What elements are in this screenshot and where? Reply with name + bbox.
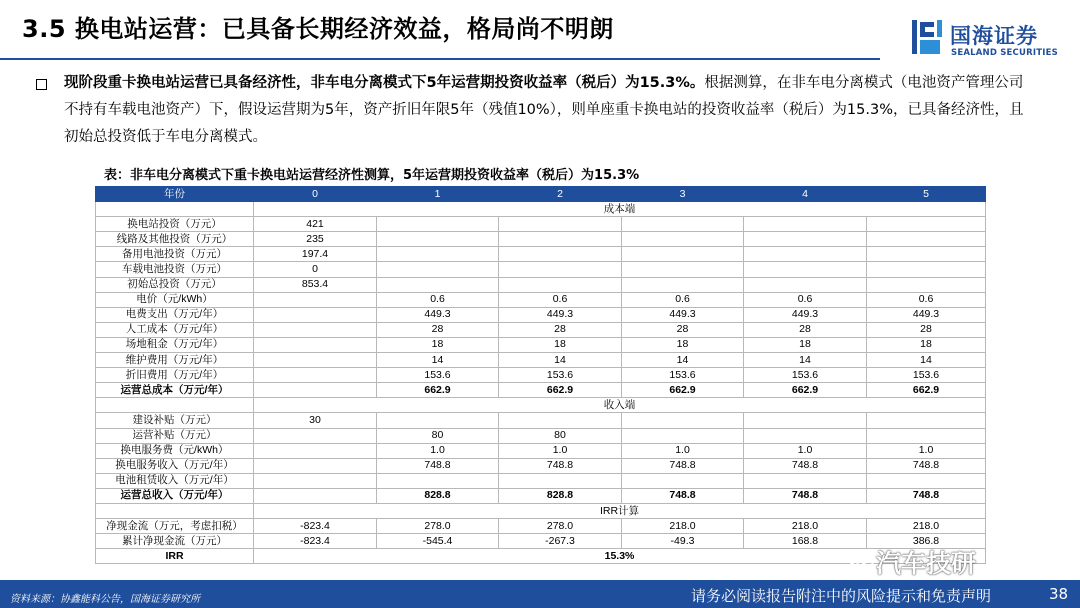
value-cell: 30 — [254, 413, 377, 428]
source-note: 资料来源：协鑫能科公告，国海证券研究所 — [10, 594, 200, 605]
table-row — [96, 473, 986, 488]
value-cell — [254, 458, 377, 473]
row-label: 换电服务收入（万元/年） — [96, 458, 254, 473]
value-cell — [867, 413, 986, 428]
value-cell — [254, 322, 377, 337]
value-cell: 0.6 — [867, 292, 986, 307]
value-cell — [867, 262, 986, 277]
table-row — [96, 368, 986, 383]
table-header-row — [96, 187, 986, 202]
value-cell — [377, 247, 499, 262]
row-label: 累计净现金流（万元） — [96, 534, 254, 549]
row-label: 电池租赁收入（万元/年） — [96, 473, 254, 488]
value-cell — [254, 473, 377, 488]
value-cell: 14 — [867, 353, 986, 368]
header-cell: 1 — [377, 187, 499, 202]
value-cell: 0.6 — [744, 292, 867, 307]
value-cell — [622, 232, 744, 247]
table-row — [96, 353, 986, 368]
value-cell: 748.8 — [499, 458, 622, 473]
section-spacer — [96, 398, 254, 413]
value-cell: 748.8 — [744, 458, 867, 473]
value-cell: 662.9 — [867, 383, 986, 398]
value-cell: 153.6 — [622, 368, 744, 383]
value-cell — [867, 473, 986, 488]
value-cell: 28 — [744, 322, 867, 337]
section-title: IRR计算 — [254, 503, 986, 518]
value-cell — [744, 428, 867, 443]
value-cell — [744, 217, 867, 232]
body-paragraph — [64, 70, 1024, 151]
value-cell: -545.4 — [377, 534, 499, 549]
page-title: 3.5 换电站运营：已具备长期经济效益，格局尚不明朗 — [22, 15, 614, 43]
row-label: 电价（元/kWh） — [96, 292, 254, 307]
value-cell — [254, 337, 377, 352]
value-cell — [622, 277, 744, 292]
value-cell: 662.9 — [499, 383, 622, 398]
value-cell: 828.8 — [377, 488, 499, 503]
watermark-text: 汽车技研 — [876, 549, 977, 578]
value-cell: 218.0 — [867, 519, 986, 534]
value-cell — [254, 428, 377, 443]
value-cell: 748.8 — [377, 458, 499, 473]
value-cell: 748.8 — [867, 488, 986, 503]
section-row — [96, 202, 986, 217]
section-spacer — [96, 202, 254, 217]
value-cell — [499, 247, 622, 262]
table-row — [96, 322, 986, 337]
value-cell: 18 — [622, 337, 744, 352]
value-cell: -823.4 — [254, 534, 377, 549]
value-cell: 153.6 — [499, 368, 622, 383]
value-cell: 662.9 — [377, 383, 499, 398]
row-label: 电费支出（万元/年） — [96, 307, 254, 322]
table-row — [96, 428, 986, 443]
value-cell — [867, 247, 986, 262]
header-cell: 4 — [744, 187, 867, 202]
value-cell — [499, 473, 622, 488]
value-cell: 0.6 — [499, 292, 622, 307]
section-row — [96, 398, 986, 413]
table-row — [96, 232, 986, 247]
value-cell — [744, 232, 867, 247]
value-cell: 386.8 — [867, 534, 986, 549]
value-cell: 1.0 — [499, 443, 622, 458]
bullet-square-icon — [36, 79, 47, 90]
value-cell — [254, 488, 377, 503]
value-cell: 449.3 — [867, 307, 986, 322]
table-row — [96, 413, 986, 428]
value-cell: -49.3 — [622, 534, 744, 549]
value-cell: 153.6 — [744, 368, 867, 383]
value-cell: 0 — [254, 262, 377, 277]
table-caption: 表：非车电分离模式下重卡换电站运营经济性测算，5年运营期投资收益率（税后）为15.3% — [104, 168, 640, 183]
logo-english-name: SEALAND SECURITIES — [951, 48, 1058, 58]
value-cell: 748.8 — [622, 458, 744, 473]
row-label: 建设补贴（万元） — [96, 413, 254, 428]
value-cell: 278.0 — [377, 519, 499, 534]
value-cell — [254, 307, 377, 322]
value-cell: 449.3 — [744, 307, 867, 322]
value-cell: 662.9 — [622, 383, 744, 398]
value-cell: 80 — [499, 428, 622, 443]
row-label: 折旧费用（万元/年） — [96, 368, 254, 383]
value-cell — [622, 217, 744, 232]
irr-label: IRR — [96, 549, 254, 564]
value-cell: 449.3 — [622, 307, 744, 322]
value-cell: 18 — [499, 337, 622, 352]
value-cell — [377, 277, 499, 292]
value-cell — [622, 247, 744, 262]
row-label: 人工成本（万元/年） — [96, 322, 254, 337]
disclaimer-note: 请务必阅读报告附注中的风险提示和免责声明 — [691, 587, 992, 605]
row-label: 运营补贴（万元） — [96, 428, 254, 443]
table-row — [96, 217, 986, 232]
value-cell: 1.0 — [744, 443, 867, 458]
table-row — [96, 307, 986, 322]
value-cell — [377, 413, 499, 428]
value-cell — [744, 473, 867, 488]
value-cell: 28 — [622, 322, 744, 337]
value-cell: 278.0 — [499, 519, 622, 534]
value-cell — [377, 232, 499, 247]
value-cell — [499, 262, 622, 277]
table-row — [96, 519, 986, 534]
value-cell — [744, 277, 867, 292]
header-cell: 3 — [622, 187, 744, 202]
header-cell: 2 — [499, 187, 622, 202]
value-cell — [744, 247, 867, 262]
paragraph-bold-lead: 现阶段重卡换电站运营已具备经济性，非车电分离模式下5年运营期投资收益率（税后）为15.3%。 — [64, 75, 705, 91]
value-cell — [744, 262, 867, 277]
value-cell: 853.4 — [254, 277, 377, 292]
value-cell: 421 — [254, 217, 377, 232]
value-cell: 1.0 — [867, 443, 986, 458]
value-cell: 828.8 — [499, 488, 622, 503]
value-cell: 14 — [622, 353, 744, 368]
header-cell: 年份 — [96, 187, 254, 202]
header-cell: 5 — [867, 187, 986, 202]
row-label: 备用电池投资（万元） — [96, 247, 254, 262]
value-cell: 748.8 — [622, 488, 744, 503]
value-cell: 748.8 — [867, 458, 986, 473]
row-label: 换电站投资（万元） — [96, 217, 254, 232]
irr-value: 15.3% — [254, 549, 986, 564]
row-label: 场地租金（万元/年） — [96, 337, 254, 352]
row-label: 运营总收入（万元/年） — [96, 488, 254, 503]
value-cell: 1.0 — [377, 443, 499, 458]
value-cell: 748.8 — [744, 488, 867, 503]
value-cell — [254, 292, 377, 307]
wechat-watermark-icon — [848, 548, 874, 572]
table-row — [96, 337, 986, 352]
brand-logo — [910, 18, 1070, 62]
table-row — [96, 292, 986, 307]
value-cell: -823.4 — [254, 519, 377, 534]
table-row — [96, 383, 986, 398]
value-cell: 168.8 — [744, 534, 867, 549]
value-cell — [622, 473, 744, 488]
header-rule — [0, 58, 880, 60]
value-cell: 1.0 — [622, 443, 744, 458]
row-label: 运营总成本（万元/年） — [96, 383, 254, 398]
value-cell — [744, 413, 867, 428]
table-row — [96, 488, 986, 503]
value-cell: 14 — [377, 353, 499, 368]
value-cell: 449.3 — [499, 307, 622, 322]
value-cell: 662.9 — [744, 383, 867, 398]
page-number: 38 — [1049, 585, 1069, 603]
value-cell — [377, 473, 499, 488]
row-label: 车载电池投资（万元） — [96, 262, 254, 277]
value-cell — [622, 428, 744, 443]
section-row — [96, 503, 986, 518]
value-cell: -267.3 — [499, 534, 622, 549]
value-cell — [377, 217, 499, 232]
value-cell — [377, 262, 499, 277]
table-row — [96, 277, 986, 292]
value-cell: 14 — [744, 353, 867, 368]
value-cell: 28 — [377, 322, 499, 337]
value-cell: 197.4 — [254, 247, 377, 262]
value-cell: 80 — [377, 428, 499, 443]
table-row — [96, 458, 986, 473]
header-cell: 0 — [254, 187, 377, 202]
table-row — [96, 262, 986, 277]
row-label: 线路及其他投资（万元） — [96, 232, 254, 247]
row-label: 初始总投资（万元） — [96, 277, 254, 292]
row-label: 换电服务费（元/kWh） — [96, 443, 254, 458]
value-cell — [867, 277, 986, 292]
value-cell: 0.6 — [622, 292, 744, 307]
table-row — [96, 443, 986, 458]
value-cell — [254, 353, 377, 368]
row-label: 净现金流（万元，考虑扣税） — [96, 519, 254, 534]
paragraph-body-text: 根据测算，在非车电分离模式（电池资产管理公司不持有车载电池资产）下，假设运营期为5年，资产折旧年限5年（残值10%），则单座重卡换电站的投资收益率（税后）为15.3%，已具备经济性，且初始总投资低于车电分离模式。 — [64, 75, 1024, 145]
section-title: 收入端 — [254, 398, 986, 413]
value-cell: 28 — [867, 322, 986, 337]
value-cell — [867, 428, 986, 443]
value-cell — [499, 277, 622, 292]
value-cell — [867, 217, 986, 232]
value-cell: 18 — [744, 337, 867, 352]
value-cell: 218.0 — [622, 519, 744, 534]
value-cell — [622, 262, 744, 277]
value-cell — [499, 217, 622, 232]
value-cell — [254, 383, 377, 398]
table-row — [96, 534, 986, 549]
value-cell: 18 — [867, 337, 986, 352]
value-cell — [499, 232, 622, 247]
section-title: 成本端 — [254, 202, 986, 217]
value-cell: 449.3 — [377, 307, 499, 322]
value-cell: 218.0 — [744, 519, 867, 534]
value-cell — [254, 368, 377, 383]
value-cell — [622, 413, 744, 428]
value-cell: 153.6 — [377, 368, 499, 383]
value-cell — [867, 232, 986, 247]
economics-table — [95, 186, 986, 564]
section-spacer — [96, 503, 254, 518]
value-cell: 14 — [499, 353, 622, 368]
row-label: 维护费用（万元/年） — [96, 353, 254, 368]
value-cell: 28 — [499, 322, 622, 337]
value-cell — [254, 443, 377, 458]
table-row — [96, 247, 986, 262]
sealand-logo-icon — [910, 18, 944, 56]
value-cell: 18 — [377, 337, 499, 352]
value-cell: 153.6 — [867, 368, 986, 383]
logo-chinese-name: 国海证券 — [950, 24, 1038, 48]
value-cell: 0.6 — [377, 292, 499, 307]
value-cell: 235 — [254, 232, 377, 247]
value-cell — [499, 413, 622, 428]
